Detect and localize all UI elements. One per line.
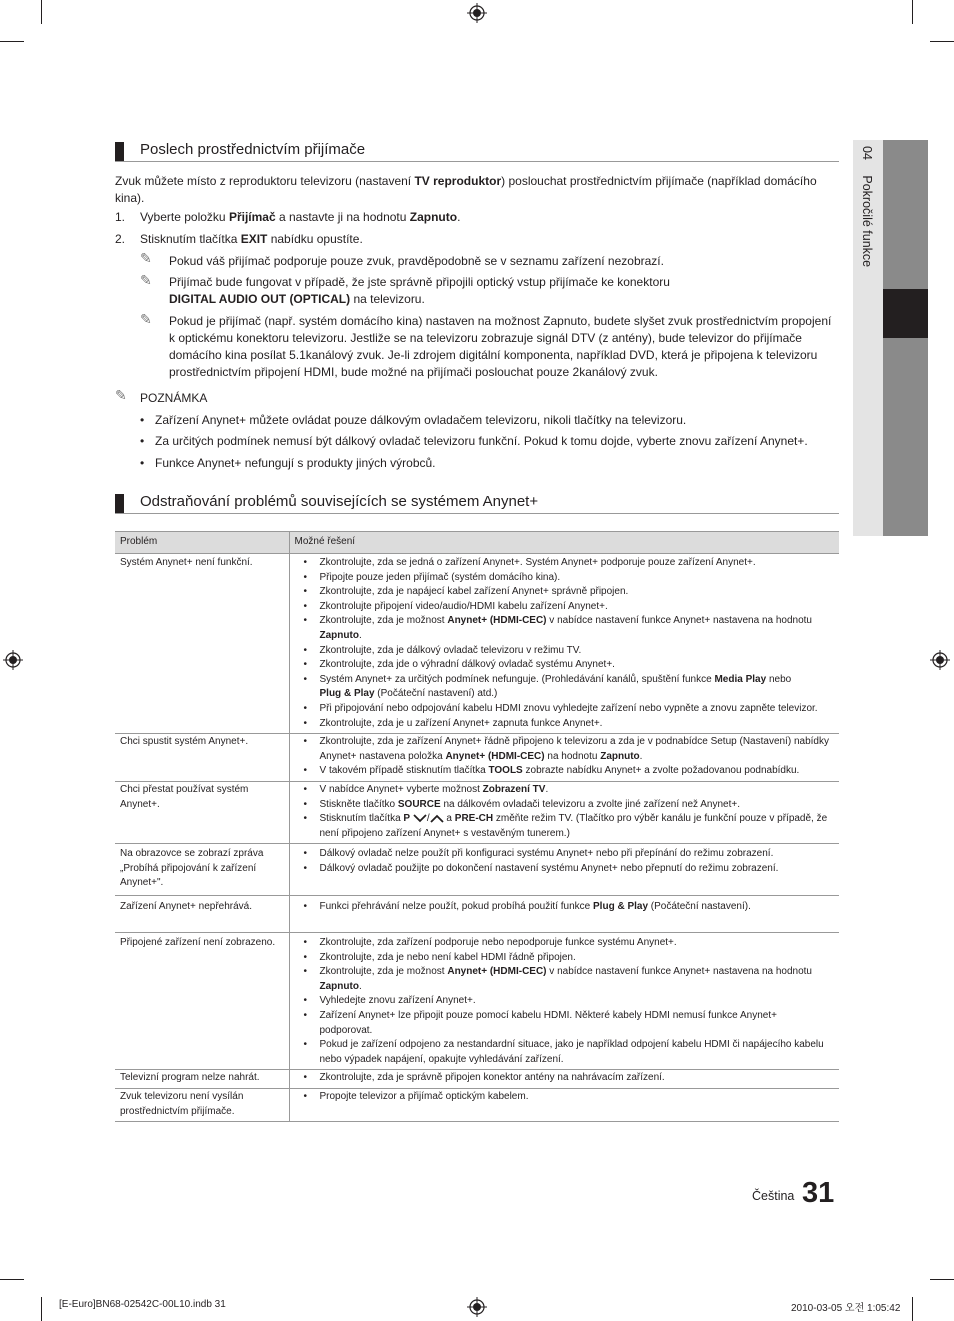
solution-item: • Pokud je zařízení odpojeno za nestandardní situace, jako je například odpojení kabelu HDMI či napájecího kabelu nebo výpadek napájení, opakujte vyhledávání zařízení. xyxy=(295,1038,835,1067)
print-date-info: 2010-03-05 오전 1:05:42 xyxy=(791,1303,901,1314)
table-row xyxy=(115,554,839,734)
note-label: POZNÁMKA xyxy=(140,391,208,405)
problem-cell: Chci spustit systém Anynet+. xyxy=(115,734,289,782)
crop-mark xyxy=(930,1279,954,1280)
registration-mark-icon xyxy=(467,1297,487,1317)
heading-bar xyxy=(115,142,124,161)
crop-mark xyxy=(41,1297,42,1321)
table-header-row xyxy=(115,532,839,554)
crop-mark xyxy=(912,1297,913,1321)
table-row xyxy=(115,1070,839,1089)
registration-mark-icon xyxy=(930,650,950,670)
solution-item: • Stisknutím tlačítka P / a PRE-CH změňte režim TV. (Tlačítko pro výběr kanálu je funkční pouze v případě, že není připojeno zařízení Anynet+ s vestavěným tunerem.) xyxy=(295,812,835,841)
pencil-note-icon: ✎ xyxy=(115,387,127,403)
chapter-tab-label xyxy=(860,146,874,267)
solution-cell xyxy=(289,554,839,734)
pencil-note-icon: ✎ xyxy=(140,250,152,266)
solution-item: • V nabídce Anynet+ vyberte možnost Zobrazení TV. xyxy=(295,783,835,798)
solution-item: • Zkontrolujte, zda se jedná o zařízení Anynet+. Systém Anynet+ podporuje pouze zařízení Anynet+. xyxy=(295,556,835,571)
section-title: Poslech prostřednictvím přijímače xyxy=(140,141,366,158)
solution-item: • Při připojování nebo odpojování kabelu HDMI znovu vyhledejte zařízení nebo vypněte a znovu zapněte televizor. xyxy=(295,702,835,717)
note-bullet: Za určitých podmínek nemusí být dálkový ovladač televizoru funkční. Pokud k tomu dojde, vyberte znovu zařízení Anynet+. xyxy=(155,434,808,448)
bullet-mark: • xyxy=(140,456,145,470)
solution-cell xyxy=(289,844,839,896)
solution-item: • Stiskněte tlačítko SOURCE na dálkovém ovladači televizoru a zvolte jiné zařízení než Anynet+. xyxy=(295,798,835,813)
problem-cell: Televizní program nelze nahrát. xyxy=(115,1070,289,1089)
table-row xyxy=(115,933,839,1070)
print-file-info: [E-Euro]BN68-02542C-00L10.indb 31 xyxy=(59,1299,226,1310)
chapter-number: 04 xyxy=(860,146,874,160)
note-bullet: Funkce Anynet+ nefungují s produkty jiných výrobců. xyxy=(155,456,436,470)
chapter-tab-gray xyxy=(883,338,928,536)
registration-mark-icon xyxy=(3,650,23,670)
column-header-solution: Možné řešení xyxy=(289,532,839,554)
chevron-down-icon xyxy=(413,814,427,823)
chapter-tab-gray xyxy=(883,140,928,289)
solution-cell xyxy=(289,1089,839,1122)
problem-cell: Systém Anynet+ není funkční. xyxy=(115,554,289,734)
registration-mark-icon xyxy=(467,3,487,23)
solution-item: • V takovém případě stisknutím tlačítka TOOLS zobrazte nabídku Anynet+ a zvolte požadovanou podnabídku. xyxy=(295,764,835,779)
problem-cell: Připojené zařízení není zobrazeno. xyxy=(115,933,289,1070)
chapter-title: Pokročilé funkce xyxy=(860,175,874,268)
solution-item: • Zkontrolujte, zda je dálkový ovladač televizoru v režimu TV. xyxy=(295,644,835,659)
step-number: 1. xyxy=(115,210,126,224)
intro-paragraph: Zvuk můžete místo z reproduktoru televizoru (nastavení TV reproduktor) poslouchat prostřednictvím přijímače (například domácího kina). xyxy=(115,174,817,205)
footer-language: Čeština xyxy=(752,1189,795,1203)
heading-bar xyxy=(115,494,124,513)
solution-item: • Zkontrolujte, zda je nebo není kabel HDMI řádně připojen. xyxy=(295,951,835,966)
solution-cell xyxy=(289,1070,839,1089)
bullet-mark: • xyxy=(140,413,145,427)
solution-item: • Dálkový ovladač nelze použít při konfiguraci systému Anynet+ nebo při přepínání do režimu zobrazení. xyxy=(295,847,835,862)
table-row xyxy=(115,1089,839,1122)
page-number: 31 xyxy=(802,1177,835,1209)
table-row xyxy=(115,896,839,933)
solution-cell xyxy=(289,896,839,933)
pencil-note-icon: ✎ xyxy=(140,272,152,288)
table-row xyxy=(115,734,839,782)
crop-mark xyxy=(0,41,24,42)
solution-item: • Zkontrolujte, zda je napájecí kabel zařízení Anynet+ správně připojen. xyxy=(295,585,835,600)
solution-item: • Zkontrolujte, zda zařízení podporuje nebo nepodporuje funkce systému Anynet+. xyxy=(295,936,835,951)
note-2: Přijímač bude fungovat v případě, že jste správně připojili optický vstup přijímače ke konektoru DIGITAL AUDIO OUT (OPTICAL) na televizoru. xyxy=(169,275,670,306)
solution-item: • Připojte pouze jeden přijímač (systém domácího kina). xyxy=(295,571,835,586)
solution-item: • Zkontrolujte, zda je u zařízení Anynet+ zapnuta funkce Anynet+. xyxy=(295,717,835,732)
solution-item: • Zkontrolujte, zda je možnost Anynet+ (HDMI-CEC) v nabídce nastavení funkce Anynet+ nastavena na hodnotu Zapnuto. xyxy=(295,965,835,994)
solution-item: • Vyhledejte znovu zařízení Anynet+. xyxy=(295,994,835,1009)
problem-cell: Zařízení Anynet+ nepřehrává. xyxy=(115,896,289,933)
solution-cell xyxy=(289,734,839,782)
solution-item: • Propojte televizor a přijímač optickým kabelem. xyxy=(295,1090,835,1105)
section-heading-troubleshooting xyxy=(115,492,839,514)
crop-mark xyxy=(0,1279,24,1280)
bullet-mark: • xyxy=(140,434,145,448)
problem-cell: Chci přestat používat systém Anynet+. xyxy=(115,781,289,843)
crop-mark xyxy=(930,41,954,42)
solution-item: • Zkontrolujte, zda je možnost Anynet+ (HDMI-CEC) v nabídce nastavení funkce Anynet+ nastavena na hodnotu Zapnuto. xyxy=(295,614,835,643)
section-title: Odstraňování problémů souvisejících se systémem Anynet+ xyxy=(140,493,539,510)
note-1: Pokud váš přijímač podporuje pouze zvuk, pravděpodobně se v seznamu zařízení nezobrazí. xyxy=(169,254,664,268)
note-3: Pokud je přijímač (např. systém domácího kina) nastaven na možnost Zapnuto, budete slyšet zvuk prostřednictvím propojení k optickému konektoru televizoru. Jestliže se na televizoru zobrazuje signál DTV (z antény), bude televizor do přijímače domácího kina posílat 5.1kanálový zvuk. Je-li zdrojem digitální komponenta, například DVD, která je připojena k televizoru prostřednictvím připojení HDMI, bude možné na přijímači poslouchat pouze 2kanálový zvuk. xyxy=(169,314,832,379)
step-1: Vyberte položku Přijímač a nastavte ji na hodnotu Zapnuto. xyxy=(140,210,461,224)
problem-cell: Zvuk televizoru není vysílán prostřednictvím přijímače. xyxy=(115,1089,289,1122)
solution-item: • Zkontrolujte, zda jde o výhradní dálkový ovladač systému Anynet+. xyxy=(295,658,835,673)
section-heading-receiver xyxy=(115,140,839,162)
solution-item: • Zkontrolujte připojení video/audio/HDMI kabelu zařízení Anynet+. xyxy=(295,600,835,615)
chapter-tab-active-marker xyxy=(883,289,928,338)
solution-item: • Dálkový ovladač použijte po dokončení nastavení systému Anynet+ nebo přepnutí do režimu zobrazení. xyxy=(295,862,835,877)
solution-item: • Systém Anynet+ za určitých podmínek nefunguje. (Prohledávání kanálů, spuštění funkce Media Play nebo Plug & Play (Počáteční nastavení) atd.) xyxy=(295,673,835,702)
column-header-problem: Problém xyxy=(115,532,289,554)
note-bullet: Zařízení Anynet+ můžete ovládat pouze dálkovým ovladačem televizoru, nikoli tlačítky na televizoru. xyxy=(155,413,687,427)
crop-mark xyxy=(912,0,913,24)
step-number: 2. xyxy=(115,232,126,246)
step-2: Stisknutím tlačítka EXIT nabídku opustíte. xyxy=(140,232,363,246)
problem-cell: Na obrazovce se zobrazí zpráva „Probíhá připojování k zařízení Anynet+". xyxy=(115,844,289,896)
table-row xyxy=(115,844,839,896)
solution-item: • Zkontrolujte, zda je zařízení Anynet+ řádně připojeno k televizoru a zda je v podnabídce Setup (Nastavení) nabídky Anynet+ nastavena položka Anynet+ (HDMI-CEC) na hodnotu Zapnuto. xyxy=(295,735,835,764)
pencil-note-icon: ✎ xyxy=(140,311,152,327)
solution-item: • Zařízení Anynet+ lze připojit pouze pomocí kabelu HDMI. Některé kabely HDMI nemusí funkce Anynet+ podporovat. xyxy=(295,1009,835,1038)
solution-cell xyxy=(289,781,839,843)
solution-item: • Zkontrolujte, zda je správně připojen konektor antény na nahrávacím zařízení. xyxy=(295,1071,835,1086)
crop-mark xyxy=(41,0,42,24)
chevron-up-icon xyxy=(430,814,444,823)
solution-cell xyxy=(289,933,839,1070)
table-row xyxy=(115,781,839,843)
solution-item: • Funkci přehrávání nelze použít, pokud probíhá použití funkce Plug & Play (Počáteční nastavení). xyxy=(295,900,835,915)
troubleshooting-table xyxy=(115,531,839,1122)
